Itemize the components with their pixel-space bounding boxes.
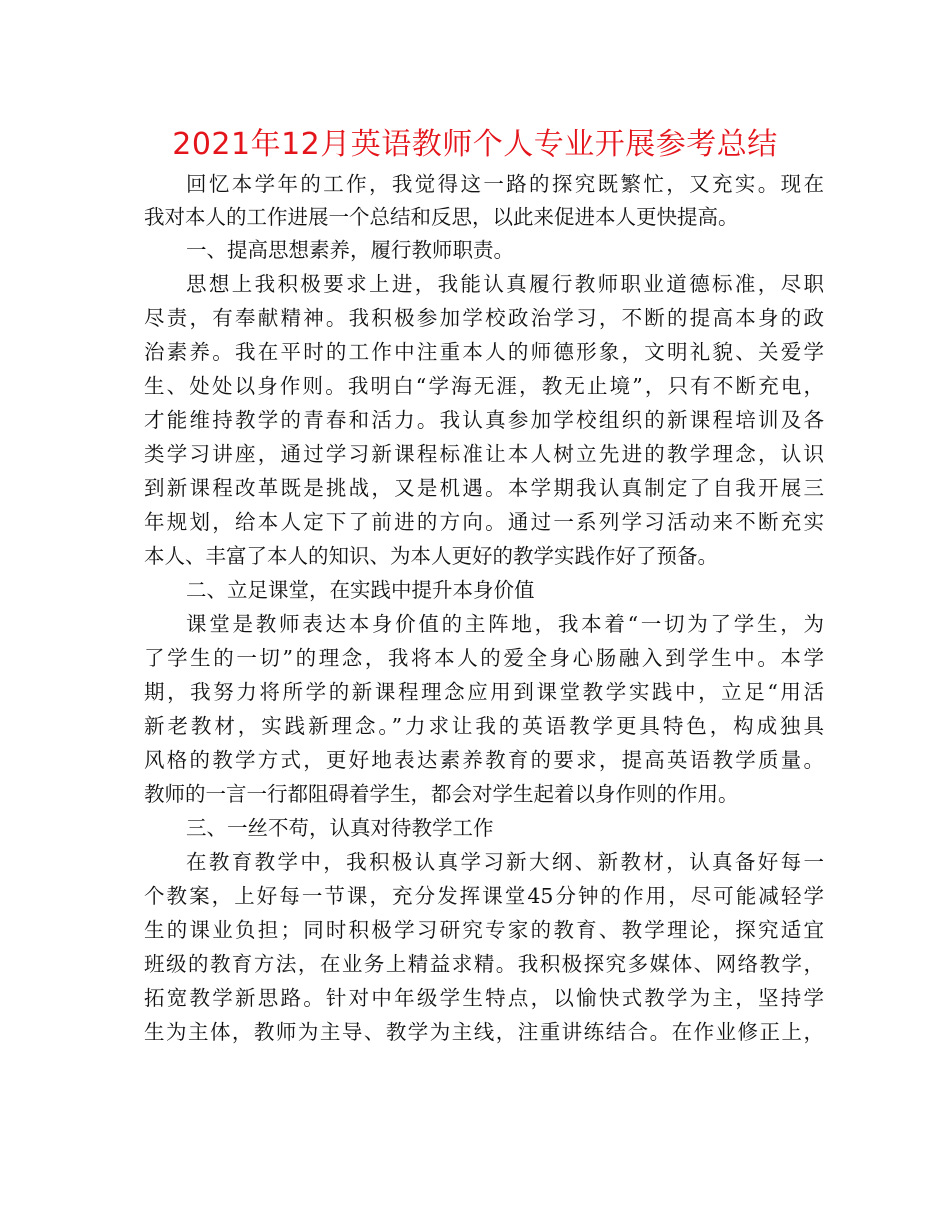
paragraph-line: 年规划，给本人定下了前进的方向。通过一系列学习活动来不断充实 [144,510,824,534]
paragraph-line: 个教案，上好每一节课，充分发挥课堂45分钟的作用，尽可能减轻学 [144,884,824,908]
paragraph-line: 风格的教学方式，更好地表达素养教育的要求，提高英语教学质量。 [144,748,824,772]
paragraph-line: 新老教材，实践新理念。”力求让我的英语教学更具特色，构成独具 [144,714,824,738]
section-heading: 一、提高思想素养，履行教师职责。 [186,238,514,262]
document-title: 2021年12月英语教师个人专业开展参考总结 [172,127,778,162]
paragraph-line: 期，我努力将所学的新课程理念应用到课堂教学实践中，立足“用活 [144,680,824,704]
paragraph-line: 本人、丰富了本人的知识、为本人更好的教学实践作好了预备。 [144,544,718,568]
paragraph-line: 思想上我积极要求上进，我能认真履行教师职业道德标准，尽职 [186,272,824,296]
paragraph-line: 教师的一言一行都阻碍着学生，都会对学生起着以身作则的作用。 [144,782,739,806]
section-heading: 二、立足课堂，在实践中提升本身价值 [186,578,535,602]
paragraph-line: 到新课程改革既是挑战，又是机遇。本学期我认真制定了自我开展三 [144,476,824,500]
paragraph-line: 治素养。我在平时的工作中注重本人的师德形象，文明礼貌、关爱学 [144,340,824,364]
paragraph-line: 才能维持教学的青春和活力。我认真参加学校组织的新课程培训及各 [144,408,824,432]
paragraph-line: 生的课业负担；同时积极学习研究专家的教育、教学理论，探究适宜 [144,918,824,942]
paragraph-line: 尽责，有奉献精神。我积极参加学校政治学习，不断的提高本身的政 [144,306,824,330]
paragraph-line: 了学生的一切”的理念，我将本人的爱全身心肠融入到学生中。本学 [144,646,824,670]
paragraph-line: 生为主体，教师为主导、教学为主线，注重讲练结合。在作业修正上， [144,1020,824,1044]
paragraph-line: 生、处处以身作则。我明白“学海无涯，教无止境”，只有不断充电， [144,374,824,398]
paragraph-line: 我对本人的工作进展一个总结和反思，以此来促进本人更快提高。 [144,205,739,229]
paragraph-line: 拓宽教学新思路。针对中年级学生特点，以愉快式教学为主，坚持学 [144,986,824,1010]
paragraph-line: 回忆本学年的工作，我觉得这一路的探究既繁忙，又充实。现在 [186,172,824,196]
paragraph-line: 课堂是教师表达本身价值的主阵地，我本着“一切为了学生，为 [186,612,824,636]
paragraph-line: 在教育教学中，我积极认真学习新大纲、新教材，认真备好每一 [186,850,824,874]
paragraph-line: 类学习讲座，通过学习新课程标准让本人树立先进的教学理念，认识 [144,442,824,466]
paragraph-line: 班级的教育方法，在业务上精益求精。我积极探究多媒体、网络教学， [144,952,824,976]
section-heading: 三、一丝不苟，认真对待教学工作 [186,816,494,840]
